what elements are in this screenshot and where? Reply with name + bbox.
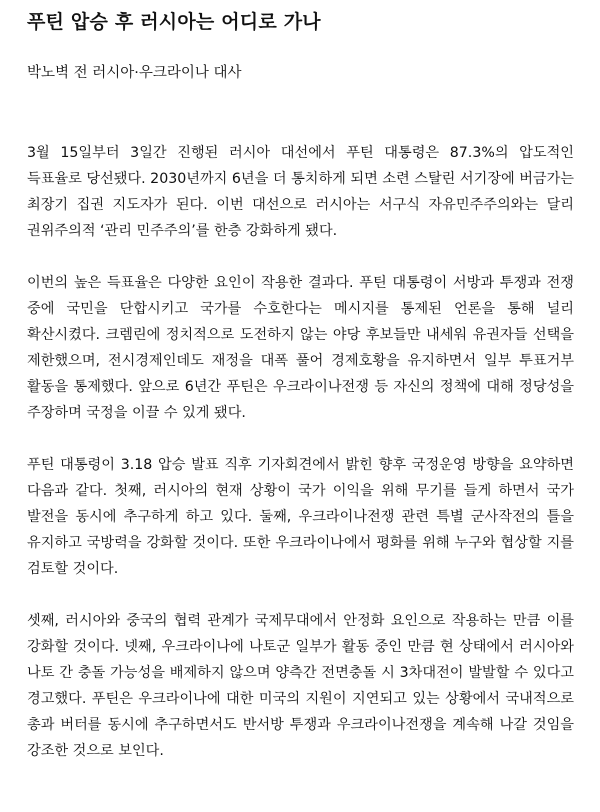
article-paragraph-2: 이번의 높은 득표율은 다양한 요인이 작용한 결과다. 푸틴 대통령이 서방과 투쟁과 전쟁 중에 국민을 단합시키고 국가를 수호한다는 메시지를 통제된 언론을 통해 널리 확산시켰다. 크렘린에 정치적으로 도전하지 않는 야당 후보들만 내세워 유권자들 선택을 제한했으며, 전시경제인데도 재정을 대폭 풀어 경제호황을 유지하면서 일부 투표거부 활동을 통제했다. 앞으로 6년간 푸틴은 우크라이나전쟁 등 자신의 정책에 대해 정당성을 주장하며 국정을 이끌 수 있게 됐다. <box>27 275 574 421</box>
article-byline: 박노벽 전 러시아·우크라이나 대사 <box>27 65 242 81</box>
article-body <box>27 140 574 764</box>
article-title: 푸틴 압승 후 러시아는 어디로 가나 <box>27 11 321 33</box>
article-paragraph-3: 푸틴 대통령이 3.18 압승 발표 직후 기자회견에서 밝힌 향후 국정운영 방향을 요약하면 다음과 같다. 첫째, 러시아의 현재 상황이 국가 이익을 위해 무기를 들게 하면서 국가 발전을 동시에 추구하게 하고 있다. 둘째, 우크라이나전쟁 관련 특별 군사작전의 틀을 유지하고 국방력을 강화할 것이다. 또한 우크라이나에서 평화를 위해 누구와 협상할 지를 검토할 것이다. <box>27 457 574 577</box>
article-paragraph-4: 셋째, 러시아와 중국의 협력 관계가 국제무대에서 안정화 요인으로 작용하는 만큼 이를 강화할 것이다. 넷째, 우크라이나에 나토군 일부가 활동 중인 만큼 현 상태에서 러시아와 나토 간 충돌 가능성을 배제하지 않으며 양측간 전면충돌 시 3차대전이 발발할 수 있다고 경고했다. 푸틴은 우크라이나에 대한 미국의 지원이 지연되고 있는 상황에서 국내적으로 총과 버터를 동시에 추구하면서도 반서방 투쟁과 우크라이나전쟁을 계속해 나갈 것임을 강조한 것으로 보인다. <box>27 613 574 759</box>
article-paragraph-1: 3월 15일부터 3일간 진행된 러시아 대선에서 푸틴 대통령은 87.3%의 압도적인 득표율로 당선됐다. 2030년까지 6년을 더 통치하게 되면 소련 스탈린 서기장에 버금가는 최장기 집권 지도자가 된다. 이번 대선으로 러시아는 서구식 자유민주주의와는 달리 권위주의적 ‘관리 민주주의’를 한층 강화하게 됐다. <box>27 145 575 239</box>
